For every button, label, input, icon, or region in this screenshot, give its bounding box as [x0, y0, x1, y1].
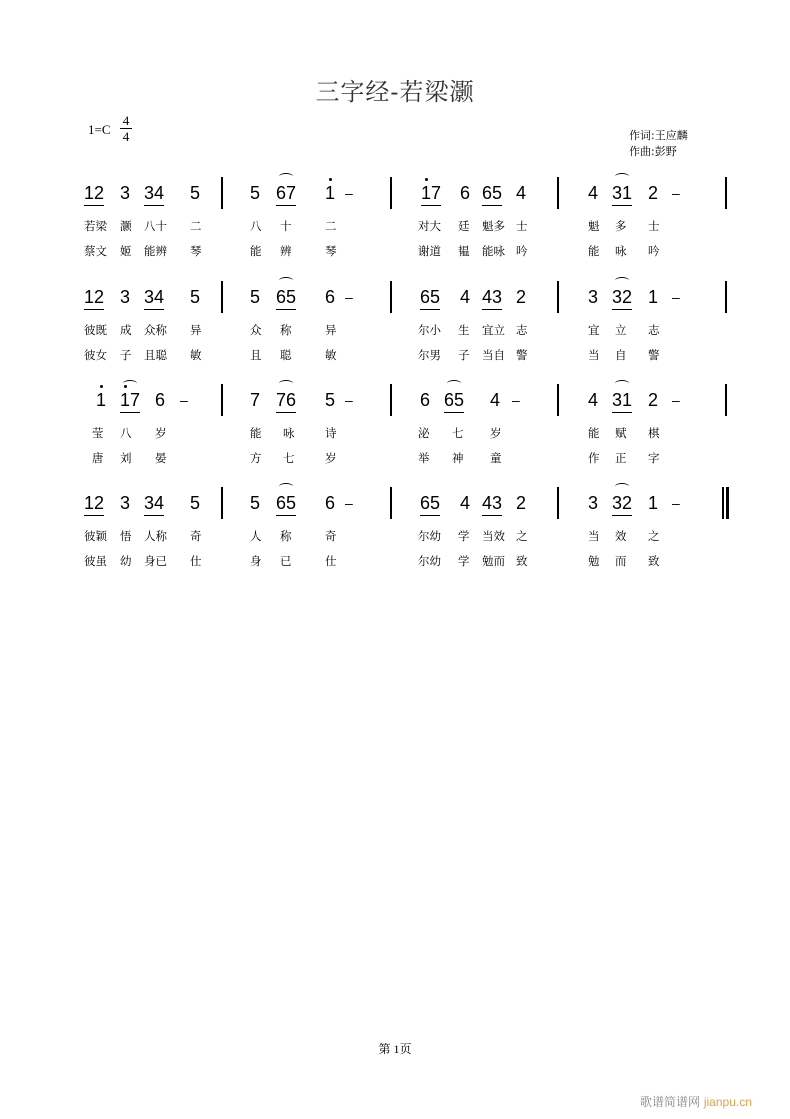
lyric-2: 勉而	[482, 554, 505, 568]
lyric-1: 十	[280, 219, 292, 233]
lyric-1: 魁多	[482, 219, 505, 233]
song-title: 三字经-若梁灏	[315, 78, 475, 106]
note: 5	[190, 183, 201, 203]
time-signature-numerator: 4	[122, 113, 130, 128]
lyric-1: 宜	[588, 323, 600, 337]
note: 65	[420, 493, 440, 516]
lyric-2: 而	[615, 554, 627, 568]
note: 4	[516, 183, 527, 203]
note: 3	[588, 493, 599, 513]
final-bar-thick	[726, 487, 729, 519]
note: 1	[325, 183, 335, 205]
lyric-2: 致	[516, 554, 528, 568]
lyricist: 作词:王应麟	[629, 129, 688, 142]
lyric-1: 士	[648, 219, 660, 233]
lyric-2: 举	[418, 451, 430, 465]
lyric-1: 奇	[325, 529, 337, 543]
slur-arc	[279, 380, 293, 387]
note: 65	[420, 287, 440, 310]
note: 12	[84, 287, 104, 310]
bar-line	[390, 177, 392, 209]
note: –	[672, 392, 680, 408]
note: 2	[516, 493, 527, 513]
lyric-2: 子	[120, 348, 132, 362]
lyric-1: 奇	[190, 529, 202, 543]
lyric-1: 当效	[482, 529, 505, 543]
bar-line	[221, 487, 223, 519]
lyric-2: 仕	[190, 554, 202, 568]
lyric-2: 作	[588, 451, 600, 465]
lyric-1: 之	[648, 529, 660, 543]
note: 12	[84, 183, 104, 206]
note: 6	[325, 493, 336, 513]
lyric-1: 多	[615, 219, 627, 233]
lyric-1: 当	[588, 529, 600, 543]
note: 6	[325, 287, 336, 307]
note: 32	[612, 493, 632, 516]
lyric-1: 能	[588, 426, 600, 440]
slur-arc	[279, 277, 293, 284]
lyric-1: 士	[516, 219, 528, 233]
lyric-1: 成	[120, 323, 132, 337]
note: 17	[120, 390, 140, 413]
note: –	[180, 392, 188, 408]
note: –	[345, 495, 353, 511]
slur-arc	[123, 380, 137, 387]
lyric-1: 莹	[92, 426, 104, 440]
note: 5	[250, 287, 261, 307]
lyric-1: 若梁	[84, 219, 107, 233]
lyric-1: 对大	[418, 219, 441, 233]
slur-arc	[279, 173, 293, 180]
note: 34	[144, 493, 164, 516]
lyric-2: 仕	[325, 554, 337, 568]
bar-line	[390, 487, 392, 519]
note: 4	[460, 287, 471, 307]
note: –	[672, 495, 680, 511]
note: 65	[482, 183, 502, 206]
note: 65	[276, 493, 296, 516]
lyric-1: 八	[250, 219, 262, 233]
note: 2	[648, 183, 659, 203]
lyric-2: 岁	[325, 451, 337, 465]
note: 1	[648, 287, 659, 307]
bar-line	[390, 281, 392, 313]
lyric-1: 异	[325, 323, 337, 337]
lyric-2: 自	[615, 348, 627, 362]
lyric-1: 八	[120, 426, 132, 440]
lyric-1: 八十	[144, 219, 167, 233]
note: 3	[588, 287, 599, 307]
lyric-2: 学	[458, 554, 470, 568]
note: 65	[444, 390, 464, 413]
note: 4	[588, 390, 599, 410]
note: 17	[421, 183, 441, 206]
high-octave-dot	[329, 178, 332, 181]
final-bar-thin	[722, 487, 724, 519]
lyric-2: 字	[648, 451, 660, 465]
lyric-1: 魁	[588, 219, 600, 233]
lyric-1: 称	[280, 529, 292, 543]
note: 3	[120, 287, 131, 307]
lyric-2: 晏	[155, 451, 167, 465]
lyric-1: 彼颖	[84, 529, 107, 543]
slur-arc	[615, 173, 629, 180]
lyric-2: 吟	[516, 244, 528, 258]
note: 76	[276, 390, 296, 413]
note: –	[345, 392, 353, 408]
lyric-1: 志	[516, 323, 528, 337]
bar-line	[557, 177, 559, 209]
lyric-2: 能	[588, 244, 600, 258]
lyric-2: 谢道	[418, 244, 441, 258]
lyric-2: 能辨	[144, 244, 167, 258]
note: 34	[144, 287, 164, 310]
bar-line	[221, 177, 223, 209]
lyric-2: 神	[452, 451, 464, 465]
lyric-2: 身	[250, 554, 262, 568]
bar-line	[725, 384, 727, 416]
lyric-1: 学	[458, 529, 470, 543]
note: 6	[460, 183, 471, 203]
lyric-1: 众称	[144, 323, 167, 337]
lyric-1: 诗	[325, 426, 337, 440]
lyric-1: 尔幼	[418, 529, 441, 543]
watermark-text: 歌谱简谱网	[640, 1095, 701, 1109]
high-octave-dot	[100, 385, 103, 388]
note: 3	[120, 493, 131, 513]
note: 4	[588, 183, 599, 203]
lyric-1: 异	[190, 323, 202, 337]
note: 3	[120, 183, 131, 203]
bar-line	[557, 384, 559, 416]
note: 4	[460, 493, 471, 513]
note: 6	[420, 390, 431, 410]
lyric-2: 七	[283, 451, 295, 465]
lyric-2: 身已	[144, 554, 167, 568]
note: 31	[612, 390, 632, 413]
note: 5	[325, 390, 336, 410]
lyric-2: 子	[458, 348, 470, 362]
watermark	[640, 1093, 752, 1110]
note: 5	[250, 493, 261, 513]
lyric-2: 方	[250, 451, 262, 465]
lyric-2: 刘	[120, 451, 132, 465]
note: 43	[482, 493, 502, 516]
lyric-1: 称	[280, 323, 292, 337]
lyric-2: 尔男	[418, 348, 441, 362]
lyric-1: 尔小	[418, 323, 441, 337]
lyric-2: 当	[588, 348, 600, 362]
lyric-1: 生	[458, 323, 470, 337]
watermark-domain: jianpu.cn	[703, 1095, 752, 1109]
lyric-2: 且	[250, 348, 262, 362]
note: 12	[84, 493, 104, 516]
lyric-1: 宜立	[482, 323, 505, 337]
slur-arc	[447, 380, 461, 387]
note: –	[672, 289, 680, 305]
lyric-2: 且聪	[144, 348, 167, 362]
note: 5	[190, 287, 201, 307]
lyric-1: 之	[516, 529, 528, 543]
slur-arc	[615, 277, 629, 284]
note: 4	[490, 390, 501, 410]
lyric-2: 尔幼	[418, 554, 441, 568]
lyric-2: 能	[250, 244, 262, 258]
bar-line	[725, 177, 727, 209]
lyric-2: 童	[490, 451, 502, 465]
lyric-2: 韫	[458, 244, 470, 258]
bar-line	[221, 384, 223, 416]
note: 2	[648, 390, 659, 410]
slur-arc	[279, 483, 293, 490]
note: –	[345, 185, 353, 201]
note: –	[345, 289, 353, 305]
note: –	[672, 185, 680, 201]
lyric-1: 二	[325, 219, 337, 233]
lyric-2: 正	[615, 451, 627, 465]
lyric-1: 七	[452, 426, 464, 440]
note: –	[512, 392, 520, 408]
lyric-2: 当自	[482, 348, 505, 362]
lyric-2: 敏	[190, 348, 202, 362]
time-signature-denominator: 4	[122, 129, 130, 144]
lyric-2: 姬	[120, 244, 132, 258]
note: 34	[144, 183, 164, 206]
bar-line	[390, 384, 392, 416]
lyric-1: 悟	[120, 529, 132, 543]
note: 32	[612, 287, 632, 310]
bar-line	[557, 487, 559, 519]
lyric-2: 琴	[190, 244, 202, 258]
bar-line	[221, 281, 223, 313]
lyric-2: 唐	[92, 451, 104, 465]
lyric-1: 岁	[155, 426, 167, 440]
lyric-2: 彼虽	[84, 554, 107, 568]
lyric-2: 能咏	[482, 244, 505, 258]
slur-arc	[615, 380, 629, 387]
lyric-1: 人称	[144, 529, 167, 543]
lyric-2: 致	[648, 554, 660, 568]
note: 1	[648, 493, 659, 513]
lyric-2: 蔡文	[84, 244, 107, 258]
bar-line	[725, 281, 727, 313]
lyric-2: 彼女	[84, 348, 107, 362]
lyric-1: 廷	[458, 219, 470, 233]
lyric-2: 聪	[280, 348, 292, 362]
lyric-1: 立	[615, 323, 627, 337]
lyric-2: 勉	[588, 554, 600, 568]
lyric-1: 人	[250, 529, 262, 543]
note: 31	[612, 183, 632, 206]
lyric-1: 彼既	[84, 323, 107, 337]
lyric-2: 辨	[280, 244, 292, 258]
note: 1	[96, 390, 106, 412]
slur-arc	[615, 483, 629, 490]
lyric-2: 警	[648, 348, 660, 362]
lyric-1: 众	[250, 323, 262, 337]
note: 5	[190, 493, 201, 513]
note: 67	[276, 183, 296, 206]
key-signature: 1=C	[88, 122, 111, 137]
lyric-2: 琴	[325, 244, 337, 258]
composer: 作曲:彭野	[629, 145, 677, 158]
lyric-1: 效	[615, 529, 627, 543]
lyric-2: 幼	[120, 554, 132, 568]
note: 5	[250, 183, 261, 203]
lyric-2: 已	[280, 554, 292, 568]
lyric-1: 能	[250, 426, 262, 440]
lyric-2: 咏	[615, 244, 627, 258]
high-octave-dot	[425, 178, 428, 181]
lyric-2: 吟	[648, 244, 660, 258]
lyric-1: 棋	[648, 426, 660, 440]
lyric-1: 岁	[490, 426, 502, 440]
lyric-1: 咏	[283, 426, 295, 440]
note: 43	[482, 287, 502, 310]
lyric-2: 敏	[325, 348, 337, 362]
bar-line	[557, 281, 559, 313]
time-signature	[120, 114, 132, 143]
page-number: 第 1页	[378, 1042, 412, 1056]
lyric-1: 灏	[120, 219, 132, 233]
credits	[629, 128, 688, 160]
note: 6	[155, 390, 166, 410]
lyric-1: 泌	[418, 426, 430, 440]
note: 2	[516, 287, 527, 307]
note: 65	[276, 287, 296, 310]
lyric-1: 赋	[615, 426, 627, 440]
lyric-2: 警	[516, 348, 528, 362]
note: 7	[250, 390, 261, 410]
lyric-1: 志	[648, 323, 660, 337]
lyric-1: 二	[190, 219, 202, 233]
